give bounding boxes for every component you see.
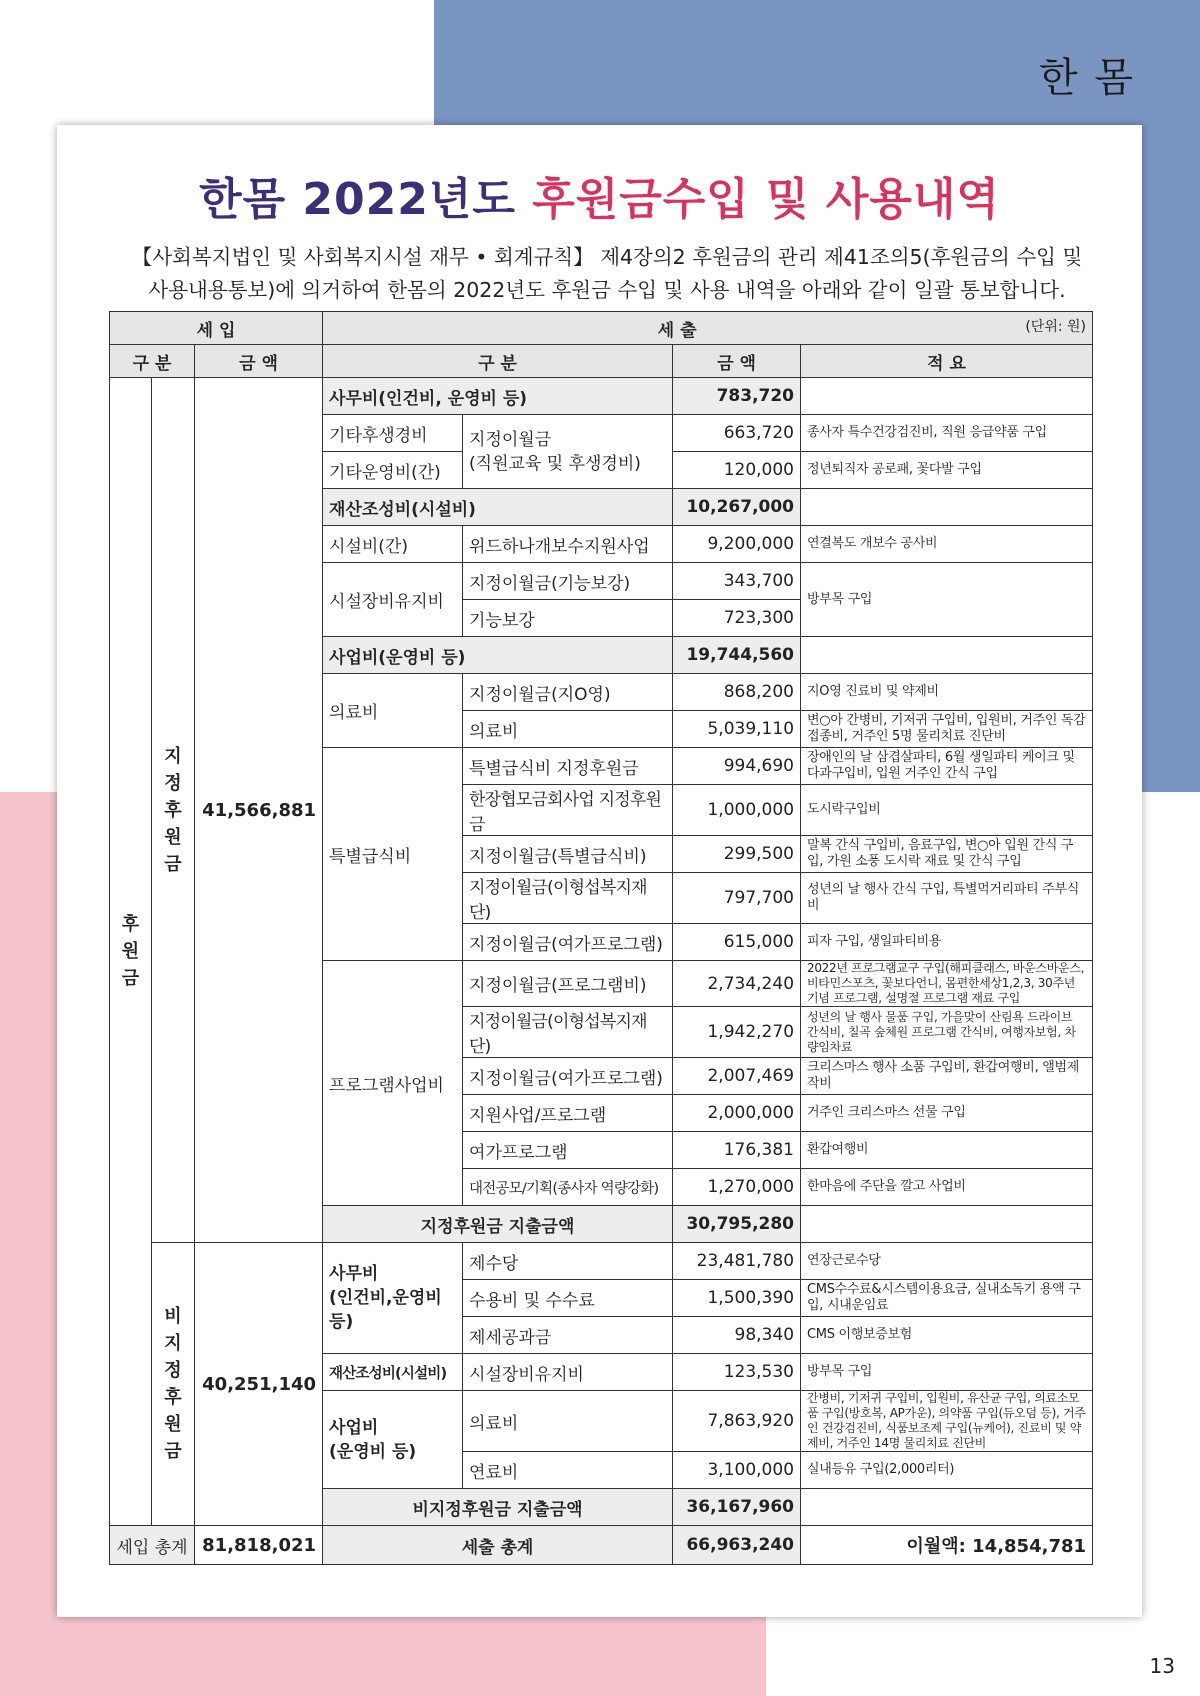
undesignated-subtotal-label: 비지정후원금 지출금액 bbox=[323, 1489, 673, 1526]
table-row bbox=[110, 378, 1093, 415]
expense-total-amount: 66,963,240 bbox=[673, 1526, 801, 1565]
table-row: 시설비(간) 위드하나개보수지원사업 9,200,000 연결복도 개보수 공사비 bbox=[110, 526, 1093, 563]
table-row: 지정이월금(여가프로그램) 2,007,469 크리스마스 행사 소품 구입비, 환갑여행비, 앨범제작비 bbox=[110, 1058, 1093, 1095]
table-row: 대전공모/기획(종사자 역량강화) 1,270,000 한마음에 주단을 깔고 사업비 bbox=[110, 1169, 1093, 1206]
income-header: 세 입 bbox=[110, 312, 323, 345]
intro-line-2: 사용내용통보)에 의거하여 한몸의 2022년도 후원금 수입 및 사용 내역을 아래와 같이 일괄 통보합니다. bbox=[148, 278, 1066, 302]
brand-name: 한 몸 bbox=[1039, 55, 1135, 101]
table-row: 지원사업/프로그램 2,000,000 거주인 크리스마스 선물 구입 bbox=[110, 1095, 1093, 1132]
section-business: 사업비(운영비 등) bbox=[323, 637, 673, 674]
page-number: 13 bbox=[1149, 1654, 1175, 1678]
table-row: 연료비 3,100,000 실내등유 구입(2,000리터) bbox=[110, 1452, 1093, 1489]
table-row: 기능보강 723,300 bbox=[110, 600, 1093, 637]
table-row: 지정이월금(특별급식비) 299,500 말복 간식 구입비, 음료구입, 변○아 입원 간식 구입, 가원 소풍 도시락 재료 및 간식 구입 bbox=[110, 836, 1093, 873]
section-office: 사무비(인건비, 운영비 등) bbox=[323, 378, 673, 415]
document-card bbox=[57, 125, 1142, 1617]
intro-text bbox=[112, 241, 1102, 307]
jijeong-income-amount: 41,566,881 bbox=[195, 378, 323, 1243]
table-row: 수용비 및 수수료 1,500,390 CMS수수료&시스템이용요금, 실내소독기 용액 구입, 시내운임료 bbox=[110, 1280, 1093, 1317]
unit-label: (단위: 원) bbox=[1025, 318, 1087, 335]
title-part2: 후원금수입 및 사용내역 bbox=[532, 174, 1000, 225]
table-row: 비 지 정 후 원 금 40,251,140 사무비 (인건비,운영비 등) 제수당 23,481,780 연장근로수당 bbox=[110, 1243, 1093, 1280]
expense-header: 세 출 (단위: 원) bbox=[323, 312, 1093, 345]
table-row: 기타운영비(간) 120,000 정년퇴직자 공로패, 꽃다발 구입 bbox=[110, 452, 1093, 489]
income-total-amount: 81,818,021 bbox=[195, 1526, 323, 1565]
section-property: 재산조성비(시설비) bbox=[323, 489, 673, 526]
table-row: 지정이월금(이형섭복지재단) 797,700 성년의 날 행사 간식 구입, 특별먹거리파티 주부식비 bbox=[110, 873, 1093, 924]
table-row: 지정이월금(여가프로그램) 615,000 피자 구입, 생일파티비용 bbox=[110, 924, 1093, 961]
carryover-amount: 이월액: 14,854,781 bbox=[801, 1526, 1093, 1565]
table-row: 지정이월금(이형섭복지재단) 1,942,270 성년의 날 행사 물품 구입, 가을맞이 산림욕 드라이브 간식비, 칠곡 숲체원 프로그램 간식비, 여행자보험, 차량임차료 bbox=[110, 1007, 1093, 1058]
undesignated-subtotal-amount: 36,167,960 bbox=[673, 1489, 801, 1526]
remark-header: 적 요 bbox=[801, 345, 1093, 378]
table-row: 프로그램사업비 지정이월금(프로그램비) 2,734,240 2022년 프로그램교구 구입(해피클래스, 바운스바운스, 비타민스포츠, 꽃보다언니, 몸편한세상1,2,3, 30주년 기념 프로그램, 설명절 프로그램 재료 구입 bbox=[110, 961, 1093, 1007]
table-row: 사업비 (운영비 등) 의료비 7,863,920 간병비, 기저귀 구입비, 입원비, 유산균 구입, 의료소모품 구입(방호복, AP가운), 의약품 구입(듀오덤 등), 거주인 건강검진비, 식품보조제 구입(뉴케어), 진료비 및 약제비, 거주인 14명 물리치료 진단비 bbox=[110, 1391, 1093, 1452]
designated-subtotal-amount: 30,795,280 bbox=[673, 1206, 801, 1243]
table-row: 기타후생경비 지정이월금 (직원교육 및 후생경비) 663,720 종사자 특수건강검진비, 직원 응급약품 구입 bbox=[110, 415, 1093, 452]
income-total-label: 세입 총계 bbox=[110, 1526, 195, 1565]
table-row: 재산조성비(시설비) 10,267,000 bbox=[110, 489, 1093, 526]
section-office-amount: 783,720 bbox=[673, 378, 801, 415]
table-row: 시설장비유지비 지정이월금(기능보강) 343,700 방부목 구입 bbox=[110, 563, 1093, 600]
page-title bbox=[57, 163, 1142, 227]
table-row: 재산조성비(시설비) 시설장비유지비 123,530 방부목 구입 bbox=[110, 1354, 1093, 1391]
table-row: 사업비(운영비 등) 19,744,560 bbox=[110, 637, 1093, 674]
expense-total-label: 세출 총계 bbox=[323, 1526, 673, 1565]
designated-subtotal-label: 지정후원금 지출금액 bbox=[323, 1206, 673, 1243]
table-row: 특별급식비 특별급식비 지정후원금 994,690 장애인의 날 삼겹살파티, 6월 생일파티 케이크 및 다과구입비, 입원 거주인 간식 구입 bbox=[110, 748, 1093, 785]
table-row: 여가프로그램 176,381 환갑여행비 bbox=[110, 1132, 1093, 1169]
table-header-row bbox=[110, 312, 1093, 345]
expense-gubun-header: 구 분 bbox=[323, 345, 673, 378]
jijeong-label: 지 정 후 원 금 bbox=[152, 378, 195, 1243]
table-row: 의료비 지정이월금(지O영) 868,200 지O영 진료비 및 약제비 bbox=[110, 674, 1093, 711]
ledger-table bbox=[109, 311, 1093, 1565]
income-gubun-header: 구 분 bbox=[110, 345, 195, 378]
expense-amount-header: 금 액 bbox=[673, 345, 801, 378]
title-part1: 한몸 2022년도 bbox=[199, 174, 516, 225]
table-row: 한장협모금회사업 지정후원금 1,000,000 도시락구입비 bbox=[110, 785, 1093, 836]
intro-line-1: 【사회복지법인 및 사회복지시설 재무 • 회계규칙】 제4장의2 후원금의 관리 제41조의5(후원금의 수입 및 bbox=[131, 245, 1083, 269]
bijijeong-income-amount: 40,251,140 bbox=[195, 1243, 323, 1526]
table-row: 의료비 5,039,110 변○아 간병비, 기저귀 구입비, 입원비, 거주인 독감접종비, 거주인 5명 물리치료 진단비 bbox=[110, 711, 1093, 748]
hu-won-geum-label: 후 원 금 bbox=[110, 378, 152, 1526]
table-subheader-row bbox=[110, 345, 1093, 378]
income-amount-header: 금 액 bbox=[195, 345, 323, 378]
table-row: 제세공과금 98,340 CMS 이행보증보험 bbox=[110, 1317, 1093, 1354]
bijijeong-label: 비 지 정 후 원 금 bbox=[152, 1243, 195, 1526]
totals-row bbox=[110, 1526, 1093, 1565]
